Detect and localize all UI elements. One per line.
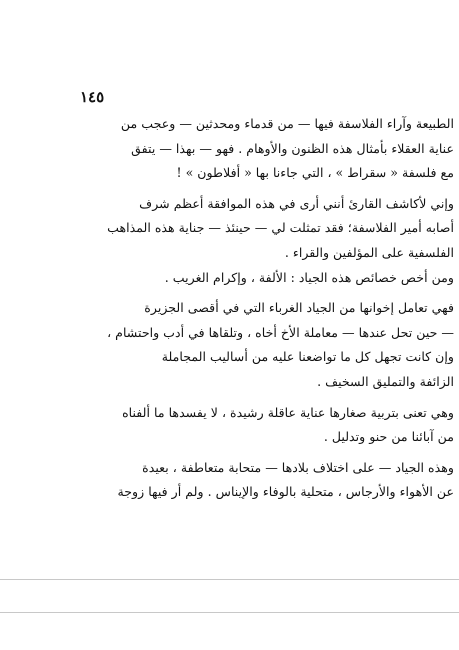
text-line: عن الأهواء والأرجاس ، متحلية بالوفاء والإيناس . ولم أر فيها زوجة: [117, 484, 454, 500]
text-line: من آبائنا من حنو وتدليل .: [323, 429, 454, 445]
text-line: ومن أخص خصائص هذه الجياد : الألفة ، وإكرام الغريب .: [164, 269, 454, 285]
text-line: فهي تعامل إخوانها من الجياد الغرباء التي في أقصى الجزيرة: [144, 300, 454, 316]
text-line: الطبيعة وآراء الفلاسفة فيها — من قدماء ومحدثين — وعجب من: [120, 116, 454, 131]
text-line: وإن كانت تجهل كل ما تواضعنا عليه من أساليب المجاملة: [161, 349, 454, 365]
text-line: — حين تحل عندها — معاملة الأخ أخاه ، وتلقاها في أدب واحتشام ،: [107, 324, 454, 340]
text-line: الزائفة والتمليق السخيف .: [317, 373, 454, 389]
page-number: ١٤٥: [80, 88, 105, 106]
scan-line: [0, 612, 459, 613]
text-line: الفلسفية على المؤلفين والقراء .: [284, 244, 454, 260]
scan-line: [0, 579, 459, 580]
text-line: عناية العقلاء بأمثال هذه الظنون والأوهام . فهو — بهذا — يتفق: [131, 140, 454, 156]
text-line: أصابه أمير الفلاسفة؛ فقد تمثلت لي — حينئذ — جناية هذه المذاهب: [107, 220, 454, 236]
body-text: [22, 112, 454, 505]
text-line: وهذه الجياد — على اختلاف بلادها — متحابة متعاطفة ، بعيدة: [142, 459, 454, 475]
text-line: وهي تعنى بتربية صغارها عناية عاقلة رشيدة ، لا يفسدها ما ألفناه: [122, 404, 454, 420]
text-line: وإني لأكاشف القارئ أنني أرى في هذه الموافقة أعظم شرف: [139, 195, 454, 211]
text-line: مع فلسفة « سقراط » ، التي جاءنا بها « أفلاطون » !: [176, 165, 454, 181]
